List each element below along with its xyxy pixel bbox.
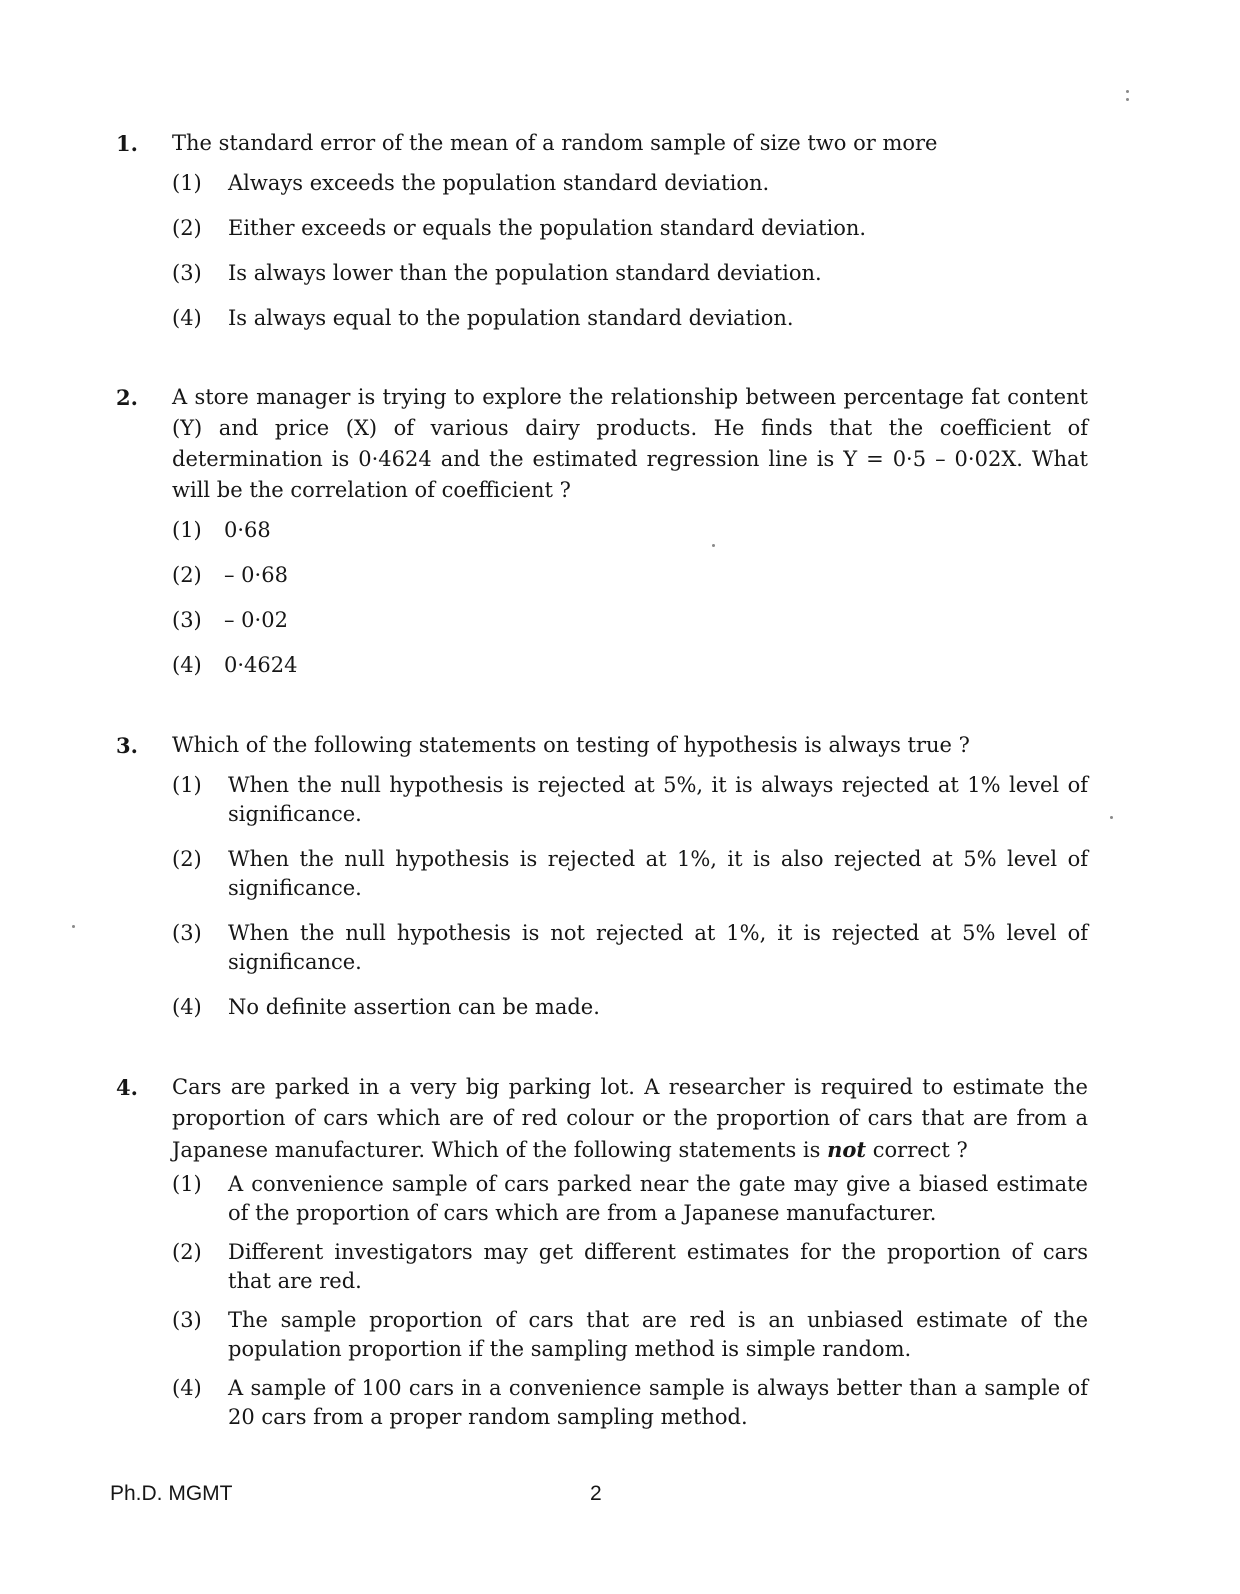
question-text-after: correct ? bbox=[866, 1138, 968, 1162]
option-1 bbox=[172, 169, 1088, 198]
option-number: (1) bbox=[172, 1172, 202, 1196]
scan-speck bbox=[1126, 98, 1129, 101]
options-list bbox=[172, 1170, 1088, 1432]
question-2 bbox=[116, 382, 1088, 696]
option-number: (2) bbox=[172, 847, 202, 871]
option-3 bbox=[172, 1306, 1088, 1364]
option-number: (2) bbox=[172, 216, 202, 240]
scan-speck bbox=[1110, 816, 1113, 819]
option-text: Always exceeds the population standard deviation. bbox=[228, 171, 770, 195]
question-number: 3. bbox=[116, 733, 138, 758]
option-2 bbox=[172, 845, 1088, 903]
option-text: Different investigators may get different estimates for the proportion of cars that are red. bbox=[228, 1240, 1088, 1293]
option-2 bbox=[172, 1238, 1088, 1296]
option-2 bbox=[172, 214, 1088, 243]
question-3 bbox=[116, 730, 1088, 1038]
question-text: The standard error of the mean of a random sample of size two or more bbox=[172, 131, 938, 155]
option-number: (3) bbox=[172, 921, 202, 945]
option-1 bbox=[172, 771, 1088, 829]
scan-speck bbox=[712, 544, 715, 547]
emphasis-not: not bbox=[827, 1137, 867, 1162]
option-text: A convenience sample of cars parked near the gate may give a biased estimate of the proportion of cars which are from a Japanese manufacturer. bbox=[228, 1172, 1088, 1225]
question-number: 1. bbox=[116, 131, 138, 156]
option-text: When the null hypothesis is rejected at 5%, it is always rejected at 1% level of significance. bbox=[228, 773, 1088, 826]
option-text: No definite assertion can be made. bbox=[228, 995, 600, 1019]
option-number: (3) bbox=[172, 1308, 202, 1332]
option-number: (4) bbox=[172, 653, 202, 677]
question-text: A store manager is trying to explore the relationship between percentage fat content (Y) and price (X) of various dairy products. He finds that the coefficient of determination is 0·4624 and the estimated regression line is Y = 0·5 – 0·02X. What will be the correlation of coefficient ? bbox=[172, 385, 1088, 502]
options-list bbox=[172, 516, 1088, 680]
question-number: 2. bbox=[116, 385, 138, 410]
footer-page-number: 2 bbox=[590, 1482, 602, 1505]
option-3 bbox=[172, 259, 1088, 288]
option-text: – 0·68 bbox=[224, 563, 288, 587]
option-number: (4) bbox=[172, 306, 202, 330]
option-text: Is always equal to the population standard deviation. bbox=[228, 306, 794, 330]
footer-course-code: Ph.D. MGMT bbox=[110, 1482, 233, 1505]
option-number: (1) bbox=[172, 518, 202, 542]
question-text: Which of the following statements on testing of hypothesis is always true ? bbox=[172, 733, 970, 757]
option-number: (2) bbox=[172, 563, 202, 587]
options-list bbox=[172, 169, 1088, 333]
option-text: Is always lower than the population standard deviation. bbox=[228, 261, 822, 285]
question-number: 4. bbox=[116, 1075, 138, 1100]
question-text-before: Cars are parked in a very big parking lot. A researcher is required to estimate the proportion of cars which are of red colour or the proportion of cars that are from a Japanese manufacturer. Which of the following statements is bbox=[172, 1075, 1088, 1162]
option-text: The sample proportion of cars that are red is an unbiased estimate of the population proportion if the sampling method is simple random. bbox=[228, 1308, 1088, 1361]
option-text: Either exceeds or equals the population standard deviation. bbox=[228, 216, 867, 240]
option-number: (3) bbox=[172, 608, 202, 632]
option-4 bbox=[172, 651, 1088, 680]
option-2 bbox=[172, 561, 1088, 590]
option-number: (1) bbox=[172, 773, 202, 797]
option-4 bbox=[172, 993, 1088, 1022]
options-list bbox=[172, 771, 1088, 1022]
option-number: (4) bbox=[172, 995, 202, 1019]
option-text: When the null hypothesis is not rejected at 1%, it is rejected at 5% level of significance. bbox=[228, 921, 1088, 974]
scan-speck bbox=[1126, 90, 1129, 93]
option-number: (3) bbox=[172, 261, 202, 285]
option-4 bbox=[172, 1374, 1088, 1432]
option-number: (1) bbox=[172, 171, 202, 195]
option-1 bbox=[172, 1170, 1088, 1228]
option-4 bbox=[172, 304, 1088, 333]
question-1 bbox=[116, 128, 1088, 349]
option-number: (2) bbox=[172, 1240, 202, 1264]
question-4 bbox=[116, 1072, 1088, 1432]
option-text: A sample of 100 cars in a convenience sample is always better than a sample of 20 cars from a proper random sampling method. bbox=[228, 1376, 1088, 1429]
option-3 bbox=[172, 606, 1088, 635]
option-1 bbox=[172, 516, 1088, 545]
option-text: When the null hypothesis is rejected at 1%, it is also rejected at 5% level of significance. bbox=[228, 847, 1088, 900]
scan-speck bbox=[72, 925, 75, 928]
option-3 bbox=[172, 919, 1088, 977]
question-text bbox=[172, 1072, 1088, 1166]
option-number: (4) bbox=[172, 1376, 202, 1400]
option-text: 0·4624 bbox=[224, 653, 298, 677]
option-text: 0·68 bbox=[224, 518, 271, 542]
option-text: – 0·02 bbox=[224, 608, 288, 632]
